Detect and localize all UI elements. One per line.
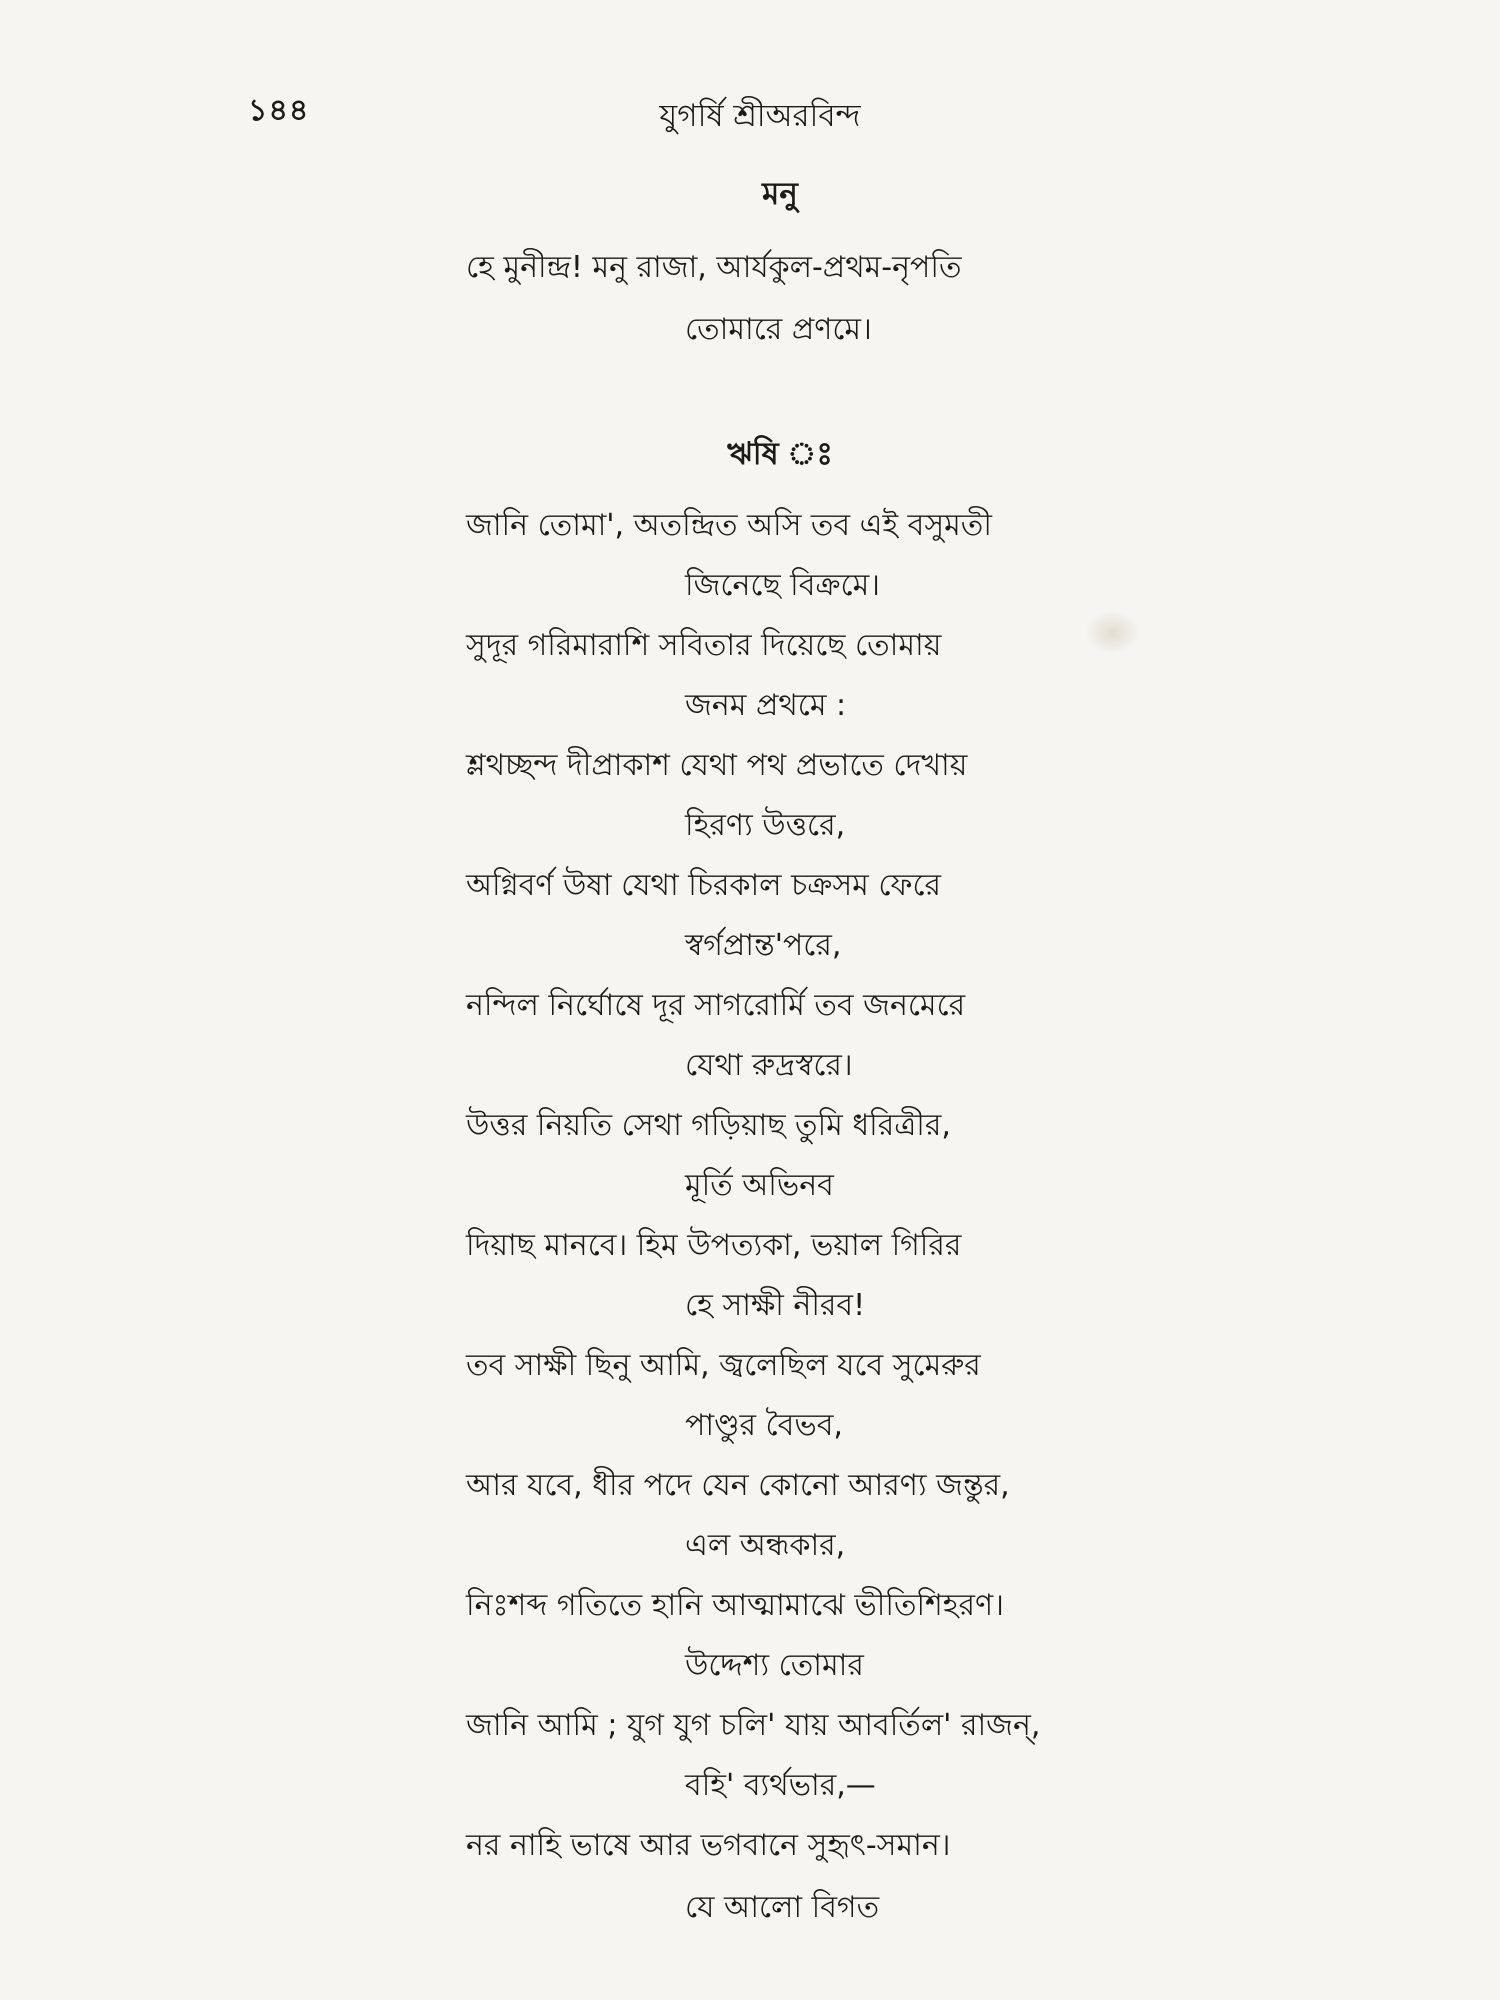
- speaker-heading-manu: মনু: [762, 176, 798, 212]
- verse-line: সুদূর গরিমারাশি সবিতার দিয়েছে তোমায়: [466, 628, 942, 663]
- verse-line: স্বর্গপ্রান্ত'পরে,: [685, 928, 842, 963]
- verse-line: পাণ্ডুর বৈভব,: [685, 1408, 843, 1443]
- verse-line: মূর্তি অভিনব: [685, 1168, 834, 1203]
- manu-line-2: তোমারে প্রণমে।: [685, 312, 872, 347]
- verse-line: জানি আমি ; যুগ যুগ চলি' যায় আবর্তিল' রাজন্,: [466, 1708, 1041, 1743]
- verse-line: দিয়াছ মানবে। হিম উপত্যকা, ভয়াল গিরির: [466, 1228, 962, 1263]
- verse-line: শ্লথচ্ছন্দ দীপ্রাকাশ যেথা পথ প্রভাতে দেখায়: [466, 748, 968, 783]
- verse-line: বহি' ব্যর্থভার,—: [685, 1768, 876, 1803]
- verse-line: উদ্দেশ্য তোমার: [685, 1648, 864, 1683]
- verse-line: নর নাহি ভাষে আর ভগবানে সুহৃৎ-সমান।: [466, 1828, 951, 1863]
- verse-line: নন্দিল নির্ঘোষে দূর সাগরোর্মি তব জনমেরে: [466, 988, 966, 1023]
- verse-line: হে সাক্ষী নীরব!: [685, 1288, 866, 1323]
- manu-line-1: হে মুনীন্দ্র! মনু রাজা, আর্যকুল-প্রথম-নৃপতি: [466, 250, 962, 285]
- page-number: ১৪৪: [248, 93, 310, 128]
- verse-line: জিনেছে বিক্রমে।: [685, 568, 880, 603]
- verse-line: যেথা রুদ্রস্বরে।: [685, 1048, 853, 1083]
- verse-line: তব সাক্ষী ছিনু আমি, জ্বলেছিল যবে সুমেরুর: [466, 1348, 981, 1383]
- verse-line: যে আলো বিগত: [685, 1890, 880, 1925]
- verse-line: উত্তর নিয়তি সেথা গড়িয়াছ তুমি ধরিত্রীর,: [466, 1108, 951, 1143]
- verse-line: নিঃশব্দ গতিতে হানি আত্মামাঝে ভীতিশিহরণ।: [466, 1588, 1004, 1623]
- speaker-heading-rishi: ঋষি ঃ: [727, 436, 833, 472]
- running-title: যুগর্ষি শ্রীঅরবিন্দ: [659, 98, 861, 134]
- verse-line: জনম প্রথমে :: [685, 688, 847, 723]
- verse-line: এল অন্ধকার,: [685, 1528, 846, 1563]
- verse-line: আর যবে, ধীর পদে যেন কোনো আরণ্য জন্তুর,: [466, 1468, 1010, 1503]
- verse-line: হিরণ্য উত্তরে,: [685, 808, 846, 843]
- paper-stain: [1085, 610, 1140, 655]
- verse-line: অগ্নিবর্ণ উষা যেথা চিরকাল চক্রসম ফেরে: [466, 868, 942, 903]
- verse-line: জানি তোমা', অতন্দ্রিত অসি তব এই বসুমতী: [466, 508, 992, 543]
